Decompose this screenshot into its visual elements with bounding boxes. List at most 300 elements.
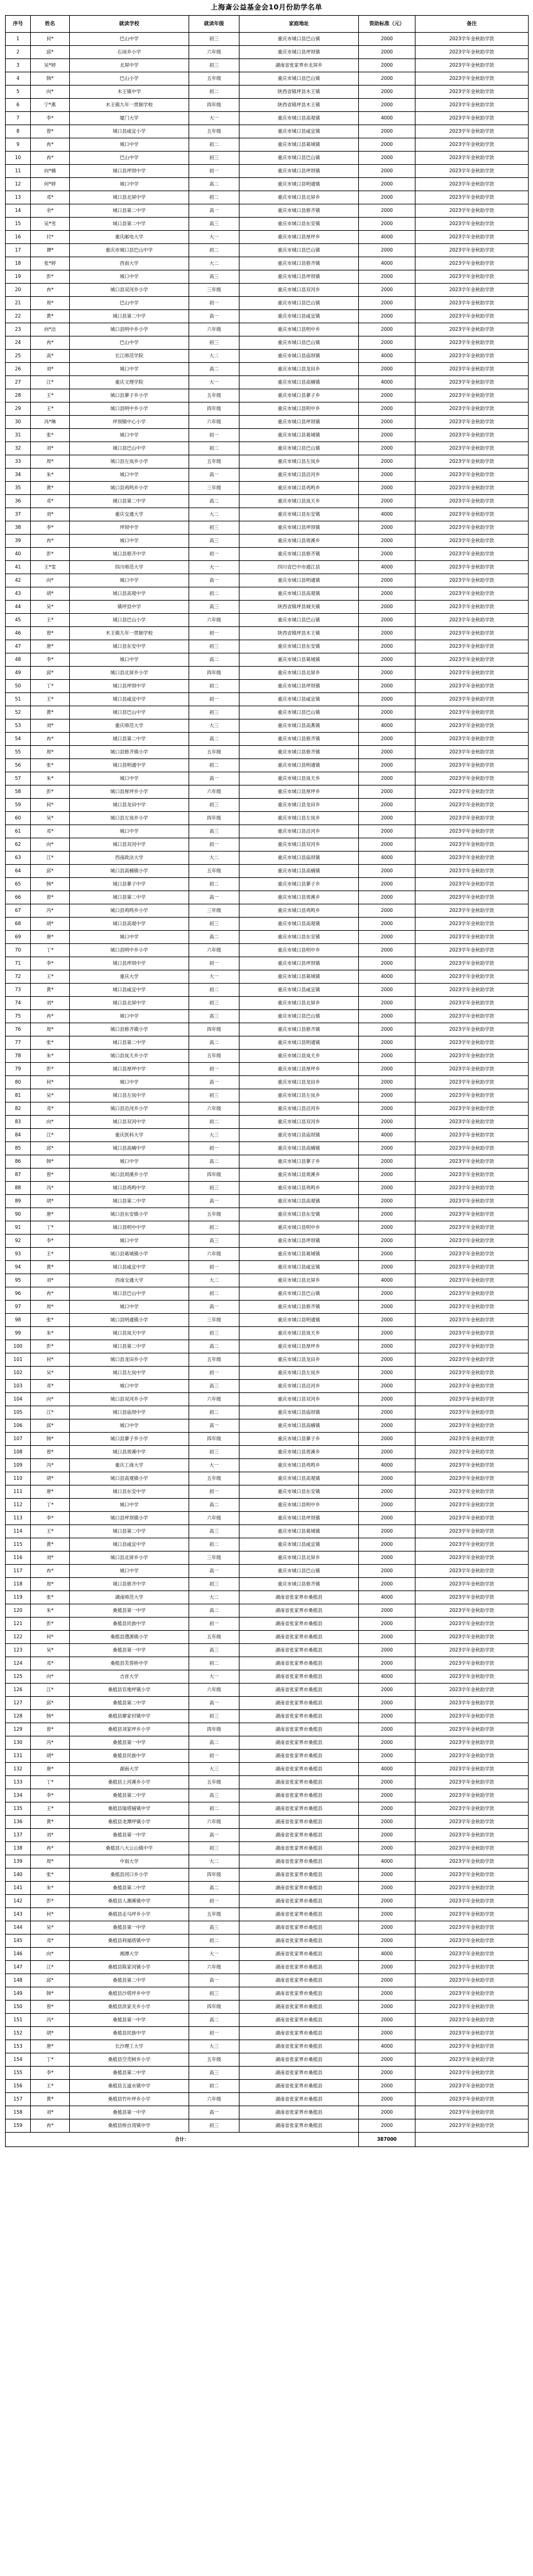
table-row <box>6 59 529 72</box>
cell-school: 坪坝中学 <box>70 521 189 535</box>
cell-remark: 2023学年金秋助学款 <box>415 508 529 521</box>
cell-school: 城口县周溪乡小学 <box>70 1169 189 1182</box>
cell-index: 73 <box>6 984 31 997</box>
cell-index: 131 <box>6 1750 31 1763</box>
cell-address: 陕西省镇坪县木王镇 <box>239 627 359 640</box>
cell-name: 周* <box>31 1855 70 1868</box>
cell-amount: 2000 <box>359 1987 415 2001</box>
table-row <box>6 1142 529 1155</box>
cell-grade: 大三 <box>189 719 239 733</box>
cell-school: 城口县巴山中学 <box>70 1287 189 1301</box>
cell-remark: 2023学年金秋助学款 <box>415 1816 529 1829</box>
cell-school: 桑植县第一中学 <box>70 1644 189 1657</box>
table-row <box>6 310 529 323</box>
cell-grade: 大一 <box>189 1459 239 1472</box>
cell-amount: 2000 <box>359 1750 415 1763</box>
cell-index: 98 <box>6 1314 31 1327</box>
cell-name: 向* <box>31 86 70 99</box>
cell-school: 城口县北屏中学 <box>70 997 189 1010</box>
cell-grade: 高一 <box>189 574 239 587</box>
cell-grade: 高三 <box>189 825 239 838</box>
cell-grade: 初三 <box>189 1327 239 1340</box>
cell-remark: 2023学年金秋助学款 <box>415 1604 529 1618</box>
cell-name: 邱* <box>31 1419 70 1433</box>
cell-remark: 2023学年金秋助学款 <box>415 2080 529 2093</box>
cell-amount: 2000 <box>359 1248 415 1261</box>
cell-name: 彭* <box>31 1340 70 1353</box>
cell-amount: 2000 <box>359 1023 415 1036</box>
cell-amount: 4000 <box>359 1591 415 1604</box>
cell-amount: 4000 <box>359 970 415 984</box>
cell-grade: 初三 <box>189 59 239 72</box>
table-row <box>6 2067 529 2080</box>
table-row <box>6 323 529 336</box>
cell-grade: 高二 <box>189 653 239 667</box>
cell-grade: 初三 <box>189 152 239 165</box>
cell-remark: 2023学年金秋助学款 <box>415 482 529 495</box>
cell-remark: 2023学年金秋助学款 <box>415 1076 529 1089</box>
table-row <box>6 1948 529 1961</box>
cell-address: 湖南省张家界市桑植县 <box>239 1670 359 1684</box>
cell-school: 城口县北屏乡小学 <box>70 1552 189 1565</box>
cell-index: 134 <box>6 1789 31 1802</box>
cell-name: 向* <box>31 574 70 587</box>
cell-name: 王* <box>31 693 70 706</box>
cell-grade: 大二 <box>189 350 239 363</box>
table-row <box>6 442 529 455</box>
table-row <box>6 931 529 944</box>
cell-remark: 2023学年金秋助学款 <box>415 1169 529 1182</box>
cell-remark: 2023学年金秋助学款 <box>415 825 529 838</box>
cell-address: 湖南省张家界市桑植县 <box>239 1974 359 1987</box>
table-row <box>6 1935 529 1948</box>
cell-amount: 2000 <box>359 495 415 508</box>
cell-school: 厦门大学 <box>70 112 189 125</box>
cell-grade: 六年级 <box>189 1512 239 1525</box>
table-row <box>6 191 529 204</box>
cell-index: 155 <box>6 2067 31 2080</box>
cell-school: 桑植县民族中学 <box>70 1618 189 1631</box>
cell-grade: 大一 <box>189 561 239 574</box>
table-row <box>6 218 529 231</box>
cell-address: 重庆市城口县厚坪乡 <box>239 786 359 799</box>
cell-amount: 2000 <box>359 838 415 852</box>
cell-amount: 2000 <box>359 1102 415 1116</box>
cell-name: 周* <box>31 297 70 310</box>
cell-index: 15 <box>6 218 31 231</box>
table-row <box>6 1419 529 1433</box>
cell-grade: 四年级 <box>189 1169 239 1182</box>
cell-address: 重庆市城口县鸡鸣乡 <box>239 1459 359 1472</box>
cell-address: 重庆市城口县周溪乡 <box>239 1446 359 1459</box>
table-row <box>6 1565 529 1578</box>
table-row <box>6 1129 529 1142</box>
cell-index: 37 <box>6 508 31 521</box>
cell-remark: 2023学年金秋助学款 <box>415 786 529 799</box>
cell-address: 重庆市城口县岚天乡 <box>239 1327 359 1340</box>
cell-remark: 2023学年金秋助学款 <box>415 59 529 72</box>
cell-name: 朱* <box>31 1882 70 1895</box>
cell-amount: 2000 <box>359 455 415 469</box>
cell-amount: 2000 <box>359 2027 415 2040</box>
cell-school: 城口县鸡鸣中学 <box>70 1182 189 1195</box>
cell-name: 唐* <box>31 931 70 944</box>
cell-address: 重庆市城口县双河乡 <box>239 1393 359 1406</box>
cell-address: 重庆市城口县高观镇 <box>239 1195 359 1208</box>
table-row <box>6 72 529 86</box>
cell-grade: 初一 <box>189 1261 239 1274</box>
table-row <box>6 389 529 402</box>
cell-school: 重庆工商大学 <box>70 1459 189 1472</box>
cell-school: 城口县坪坝中学 <box>70 165 189 178</box>
cell-address: 重庆市城口县鸡鸣乡 <box>239 1182 359 1195</box>
cell-address: 重庆市城口县高楠镇 <box>239 376 359 389</box>
cell-grade: 高三 <box>189 2067 239 2080</box>
table-row <box>6 535 529 548</box>
cell-amount: 2000 <box>359 323 415 336</box>
cell-amount: 4000 <box>359 2040 415 2053</box>
table-row <box>6 1776 529 1789</box>
cell-school: 木王镇九年一贯制学校 <box>70 627 189 640</box>
cell-address: 湖南省张家界市桑植县 <box>239 2053 359 2067</box>
cell-remark: 2023学年金秋助学款 <box>415 1050 529 1063</box>
cell-school: 城口县明通中学 <box>70 759 189 772</box>
cell-school: 城口县第二中学 <box>70 1195 189 1208</box>
cell-school: 桑植县第二中学 <box>70 1697 189 1710</box>
cell-remark: 2023学年金秋助学款 <box>415 1301 529 1314</box>
cell-grade: 大一 <box>189 1670 239 1684</box>
table-row <box>6 574 529 587</box>
cell-grade: 初三 <box>189 918 239 931</box>
table-row <box>6 2053 529 2067</box>
cell-name: 丁* <box>31 944 70 957</box>
cell-school: 城口中学 <box>70 363 189 376</box>
cell-address: 重庆市城口县鸡鸣乡 <box>239 904 359 918</box>
cell-address: 陕西省镇坪县城关镇 <box>239 601 359 614</box>
cell-name: 王* <box>31 614 70 627</box>
cell-index: 56 <box>6 759 31 772</box>
cell-address: 四川省巴中市通江县 <box>239 561 359 574</box>
cell-school: 城口中学 <box>70 138 189 152</box>
cell-remark: 2023学年金秋助学款 <box>415 165 529 178</box>
cell-name: 吴* <box>31 1921 70 1935</box>
cell-school: 重庆市城口县巴山中学 <box>70 244 189 257</box>
cell-grade: 初二 <box>189 759 239 772</box>
table-row <box>6 904 529 918</box>
cell-remark: 2023学年金秋助学款 <box>415 733 529 746</box>
cell-amount: 2000 <box>359 165 415 178</box>
table-row <box>6 508 529 521</box>
cell-name: 王* <box>31 970 70 984</box>
table-row <box>6 548 529 561</box>
cell-index: 130 <box>6 1736 31 1750</box>
cell-school: 桑植县河口乡小学 <box>70 1868 189 1882</box>
cell-index: 118 <box>6 1578 31 1591</box>
cell-grade: 高一 <box>189 1195 239 1208</box>
cell-school: 城口县修齐镇小学 <box>70 1023 189 1036</box>
cell-index: 89 <box>6 1195 31 1208</box>
cell-grade: 高三 <box>189 1921 239 1935</box>
cell-index: 85 <box>6 1142 31 1155</box>
cell-grade: 六年级 <box>189 416 239 429</box>
cell-index: 148 <box>6 1974 31 1987</box>
cell-index: 68 <box>6 918 31 931</box>
cell-amount: 2000 <box>359 1895 415 1908</box>
cell-name: 刘* <box>31 1552 70 1565</box>
cell-grade: 初二 <box>189 1406 239 1419</box>
cell-grade: 高二 <box>189 1036 239 1050</box>
table-row <box>6 733 529 746</box>
cell-school: 湖南师范大学 <box>70 1591 189 1604</box>
cell-address: 重庆市城口县北屏乡 <box>239 191 359 204</box>
cell-grade: 高一 <box>189 2106 239 2119</box>
table-row <box>6 1868 529 1882</box>
table-row <box>6 1855 529 1868</box>
cell-address: 湖南省张家界市桑植县 <box>239 1802 359 1816</box>
cell-address: 湖南省张家界市桑植县 <box>239 2067 359 2080</box>
cell-amount: 4000 <box>359 508 415 521</box>
table-row <box>6 482 529 495</box>
cell-address: 湖南省张家界市桑植县 <box>239 1895 359 1908</box>
cell-amount: 2000 <box>359 244 415 257</box>
cell-address: 湖南省张家界市桑植县 <box>239 1644 359 1657</box>
cell-school: 城口县东安中学 <box>70 1485 189 1499</box>
table-row <box>6 1102 529 1116</box>
cell-amount: 2000 <box>359 1961 415 1974</box>
cell-address: 湖南省张家界市桑植县 <box>239 1736 359 1750</box>
cell-amount: 2000 <box>359 1169 415 1182</box>
table-row <box>6 2093 529 2106</box>
cell-grade: 大二 <box>189 1591 239 1604</box>
cell-remark: 2023学年金秋助学款 <box>415 759 529 772</box>
cell-school: 桑植县沙塔坪乡中学 <box>70 1987 189 2001</box>
table-row <box>6 719 529 733</box>
cell-school: 桑植县民族中学 <box>70 1750 189 1763</box>
cell-index: 106 <box>6 1419 31 1433</box>
table-row <box>6 1697 529 1710</box>
cell-index: 63 <box>6 852 31 865</box>
cell-school: 城口县第二中学 <box>70 1340 189 1353</box>
cell-school: 城口县龙田中学 <box>70 799 189 812</box>
cell-address: 重庆市城口县明中乡 <box>239 323 359 336</box>
total-row <box>6 2133 529 2147</box>
cell-amount: 2000 <box>359 482 415 495</box>
cell-name: 周* <box>31 455 70 469</box>
cell-remark: 2023学年金秋助学款 <box>415 442 529 455</box>
cell-amount: 2000 <box>359 1367 415 1380</box>
cell-remark: 2023学年金秋助学款 <box>415 1895 529 1908</box>
cell-name: 张* <box>31 759 70 772</box>
table-row <box>6 799 529 812</box>
cell-grade: 初二 <box>189 1538 239 1552</box>
cell-remark: 2023学年金秋助学款 <box>415 284 529 297</box>
cell-school: 城口县明中中学 <box>70 1221 189 1235</box>
cell-index: 47 <box>6 640 31 653</box>
cell-grade: 五年级 <box>189 2053 239 2067</box>
cell-grade: 大一 <box>189 970 239 984</box>
cell-name: 韩* <box>31 1433 70 1446</box>
cell-index: 108 <box>6 1446 31 1459</box>
cell-address: 重庆市城口县左岚乡 <box>239 1089 359 1102</box>
cell-remark: 2023学年金秋助学款 <box>415 561 529 574</box>
cell-name: 朱* <box>31 1604 70 1618</box>
cell-grade: 三年级 <box>189 1314 239 1327</box>
cell-address: 重庆市城口县葛城镇 <box>239 1525 359 1538</box>
cell-name: 邓* <box>31 495 70 508</box>
cell-name: 韩* <box>31 1155 70 1169</box>
cell-school: 桑植县利福塔镇中学 <box>70 1935 189 1948</box>
cell-name: 黄* <box>31 1538 70 1552</box>
table-row <box>6 178 529 191</box>
cell-address: 重庆市城口县修齐镇 <box>239 257 359 270</box>
cell-name: 吴*雪 <box>31 218 70 231</box>
cell-index: 132 <box>6 1763 31 1776</box>
cell-amount: 2000 <box>359 1261 415 1274</box>
table-row <box>6 1961 529 1974</box>
cell-address: 重庆市城口县修齐镇 <box>239 204 359 218</box>
cell-remark: 2023学年金秋助学款 <box>415 178 529 191</box>
cell-grade: 初三 <box>189 2119 239 2133</box>
cell-address: 重庆市城口县高楠镇 <box>239 865 359 878</box>
cell-school: 城口县第二中学 <box>70 733 189 746</box>
cell-amount: 2000 <box>359 310 415 323</box>
cell-address: 湖南省张家界市桑植县 <box>239 1750 359 1763</box>
cell-name: 冯* <box>31 904 70 918</box>
cell-name: 向*洁 <box>31 323 70 336</box>
cell-school: 城口县沿河乡小学 <box>70 1102 189 1116</box>
cell-name: 黄* <box>31 984 70 997</box>
cell-remark: 2023学年金秋助学款 <box>415 1102 529 1116</box>
cell-amount: 2000 <box>359 1380 415 1393</box>
cell-grade: 初三 <box>189 1987 239 2001</box>
cell-index: 129 <box>6 1723 31 1736</box>
cell-address: 重庆市城口县巴山镇 <box>239 1287 359 1301</box>
cell-school: 城口县蓼子乡小学 <box>70 1433 189 1446</box>
cell-address: 重庆市城口县高楠镇 <box>239 1142 359 1155</box>
table-row <box>6 429 529 442</box>
cell-school: 桑植县廖家村镇中学 <box>70 1710 189 1723</box>
cell-amount: 2000 <box>359 587 415 601</box>
cell-address: 湖南省张家界市桑植县 <box>239 1631 359 1644</box>
cell-name: 向* <box>31 1116 70 1129</box>
cell-amount: 4000 <box>359 1274 415 1287</box>
cell-grade: 高二 <box>189 178 239 191</box>
cell-grade: 大三 <box>189 1129 239 1142</box>
cell-grade: 初一 <box>189 2027 239 2040</box>
cell-name: 彭* <box>31 1618 70 1631</box>
cell-remark: 2023学年金秋助学款 <box>415 495 529 508</box>
cell-school: 城口县周溪中学 <box>70 1446 189 1459</box>
cell-amount: 2000 <box>359 46 415 59</box>
cell-grade: 初一 <box>189 429 239 442</box>
cell-remark: 2023学年金秋助学款 <box>415 1750 529 1763</box>
cell-address: 湖南省张家界市桑植县 <box>239 2093 359 2106</box>
cell-grade: 初三 <box>189 799 239 812</box>
table-row <box>6 350 529 363</box>
cell-grade: 高三 <box>189 1789 239 1802</box>
table-header-row <box>6 16 529 33</box>
cell-remark: 2023学年金秋助学款 <box>415 746 529 759</box>
cell-school: 城口县第二中学 <box>70 204 189 218</box>
cell-remark: 2023学年金秋助学款 <box>415 1248 529 1261</box>
table-row <box>6 1221 529 1235</box>
cell-amount: 2000 <box>359 1565 415 1578</box>
table-row <box>6 1974 529 1987</box>
cell-grade: 初二 <box>189 244 239 257</box>
cell-remark: 2023学年金秋助学款 <box>415 1908 529 1921</box>
cell-grade: 高一 <box>189 1301 239 1314</box>
cell-amount: 2000 <box>359 865 415 878</box>
cell-school: 城口县蓼子中学 <box>70 878 189 891</box>
cell-name: 周* <box>31 746 70 759</box>
table-row <box>6 825 529 838</box>
cell-index: 115 <box>6 1538 31 1552</box>
cell-address: 重庆市城口县东安镇 <box>239 931 359 944</box>
table-row <box>6 1578 529 1591</box>
cell-school: 巴山中学 <box>70 336 189 350</box>
cell-name: 刘* <box>31 2106 70 2119</box>
cell-name: 朱* <box>31 1050 70 1063</box>
cell-address: 重庆市城口县高观镇 <box>239 112 359 125</box>
cell-amount: 2000 <box>359 138 415 152</box>
cell-index: 25 <box>6 350 31 363</box>
cell-remark: 2023学年金秋助学款 <box>415 376 529 389</box>
cell-index: 66 <box>6 891 31 904</box>
cell-remark: 2023学年金秋助学款 <box>415 1353 529 1367</box>
cell-address: 重庆市城口县岚天乡 <box>239 772 359 786</box>
cell-name: 李* <box>31 521 70 535</box>
cell-index: 140 <box>6 1868 31 1882</box>
cell-index: 125 <box>6 1670 31 1684</box>
cell-address: 重庆市城口县坪坝镇 <box>239 680 359 693</box>
header-amount: 资助标准（元） <box>359 16 415 33</box>
cell-name: 唐* <box>31 2040 70 2053</box>
cell-grade: 五年级 <box>189 72 239 86</box>
cell-grade: 高二 <box>189 363 239 376</box>
cell-remark: 2023学年金秋助学款 <box>415 957 529 970</box>
cell-name: 曾* <box>31 891 70 904</box>
cell-index: 93 <box>6 1248 31 1261</box>
cell-address: 重庆市城口县蓼子乡 <box>239 1155 359 1169</box>
cell-remark: 2023学年金秋助学款 <box>415 1776 529 1789</box>
cell-amount: 2000 <box>359 1036 415 1050</box>
cell-index: 117 <box>6 1565 31 1578</box>
cell-remark: 2023学年金秋助学款 <box>415 1710 529 1723</box>
cell-name: 丁* <box>31 1221 70 1235</box>
cell-remark: 2023学年金秋助学款 <box>415 1433 529 1446</box>
table-row <box>6 1314 529 1327</box>
cell-name: 周* <box>31 1578 70 1591</box>
cell-school: 城口县庙坝中学 <box>70 1406 189 1419</box>
cell-amount: 2000 <box>359 1697 415 1710</box>
cell-remark: 2023学年金秋助学款 <box>415 1063 529 1076</box>
cell-grade: 初一 <box>189 838 239 852</box>
cell-amount: 2000 <box>359 680 415 693</box>
cell-remark: 2023学年金秋助学款 <box>415 270 529 284</box>
cell-grade: 五年级 <box>189 1208 239 1221</box>
cell-name: 邓* <box>31 1935 70 1948</box>
cell-index: 44 <box>6 601 31 614</box>
cell-remark: 2023学年金秋助学款 <box>415 680 529 693</box>
cell-name: 张*婷 <box>31 257 70 270</box>
cell-name: 何* <box>31 1076 70 1089</box>
total-remark-cell <box>415 2133 529 2147</box>
cell-amount: 4000 <box>359 257 415 270</box>
cell-address: 重庆市城口县修齐镇 <box>239 746 359 759</box>
cell-address: 重庆市城口县葛城镇 <box>239 653 359 667</box>
cell-grade: 高一 <box>189 469 239 482</box>
cell-remark: 2023学年金秋助学款 <box>415 297 529 310</box>
